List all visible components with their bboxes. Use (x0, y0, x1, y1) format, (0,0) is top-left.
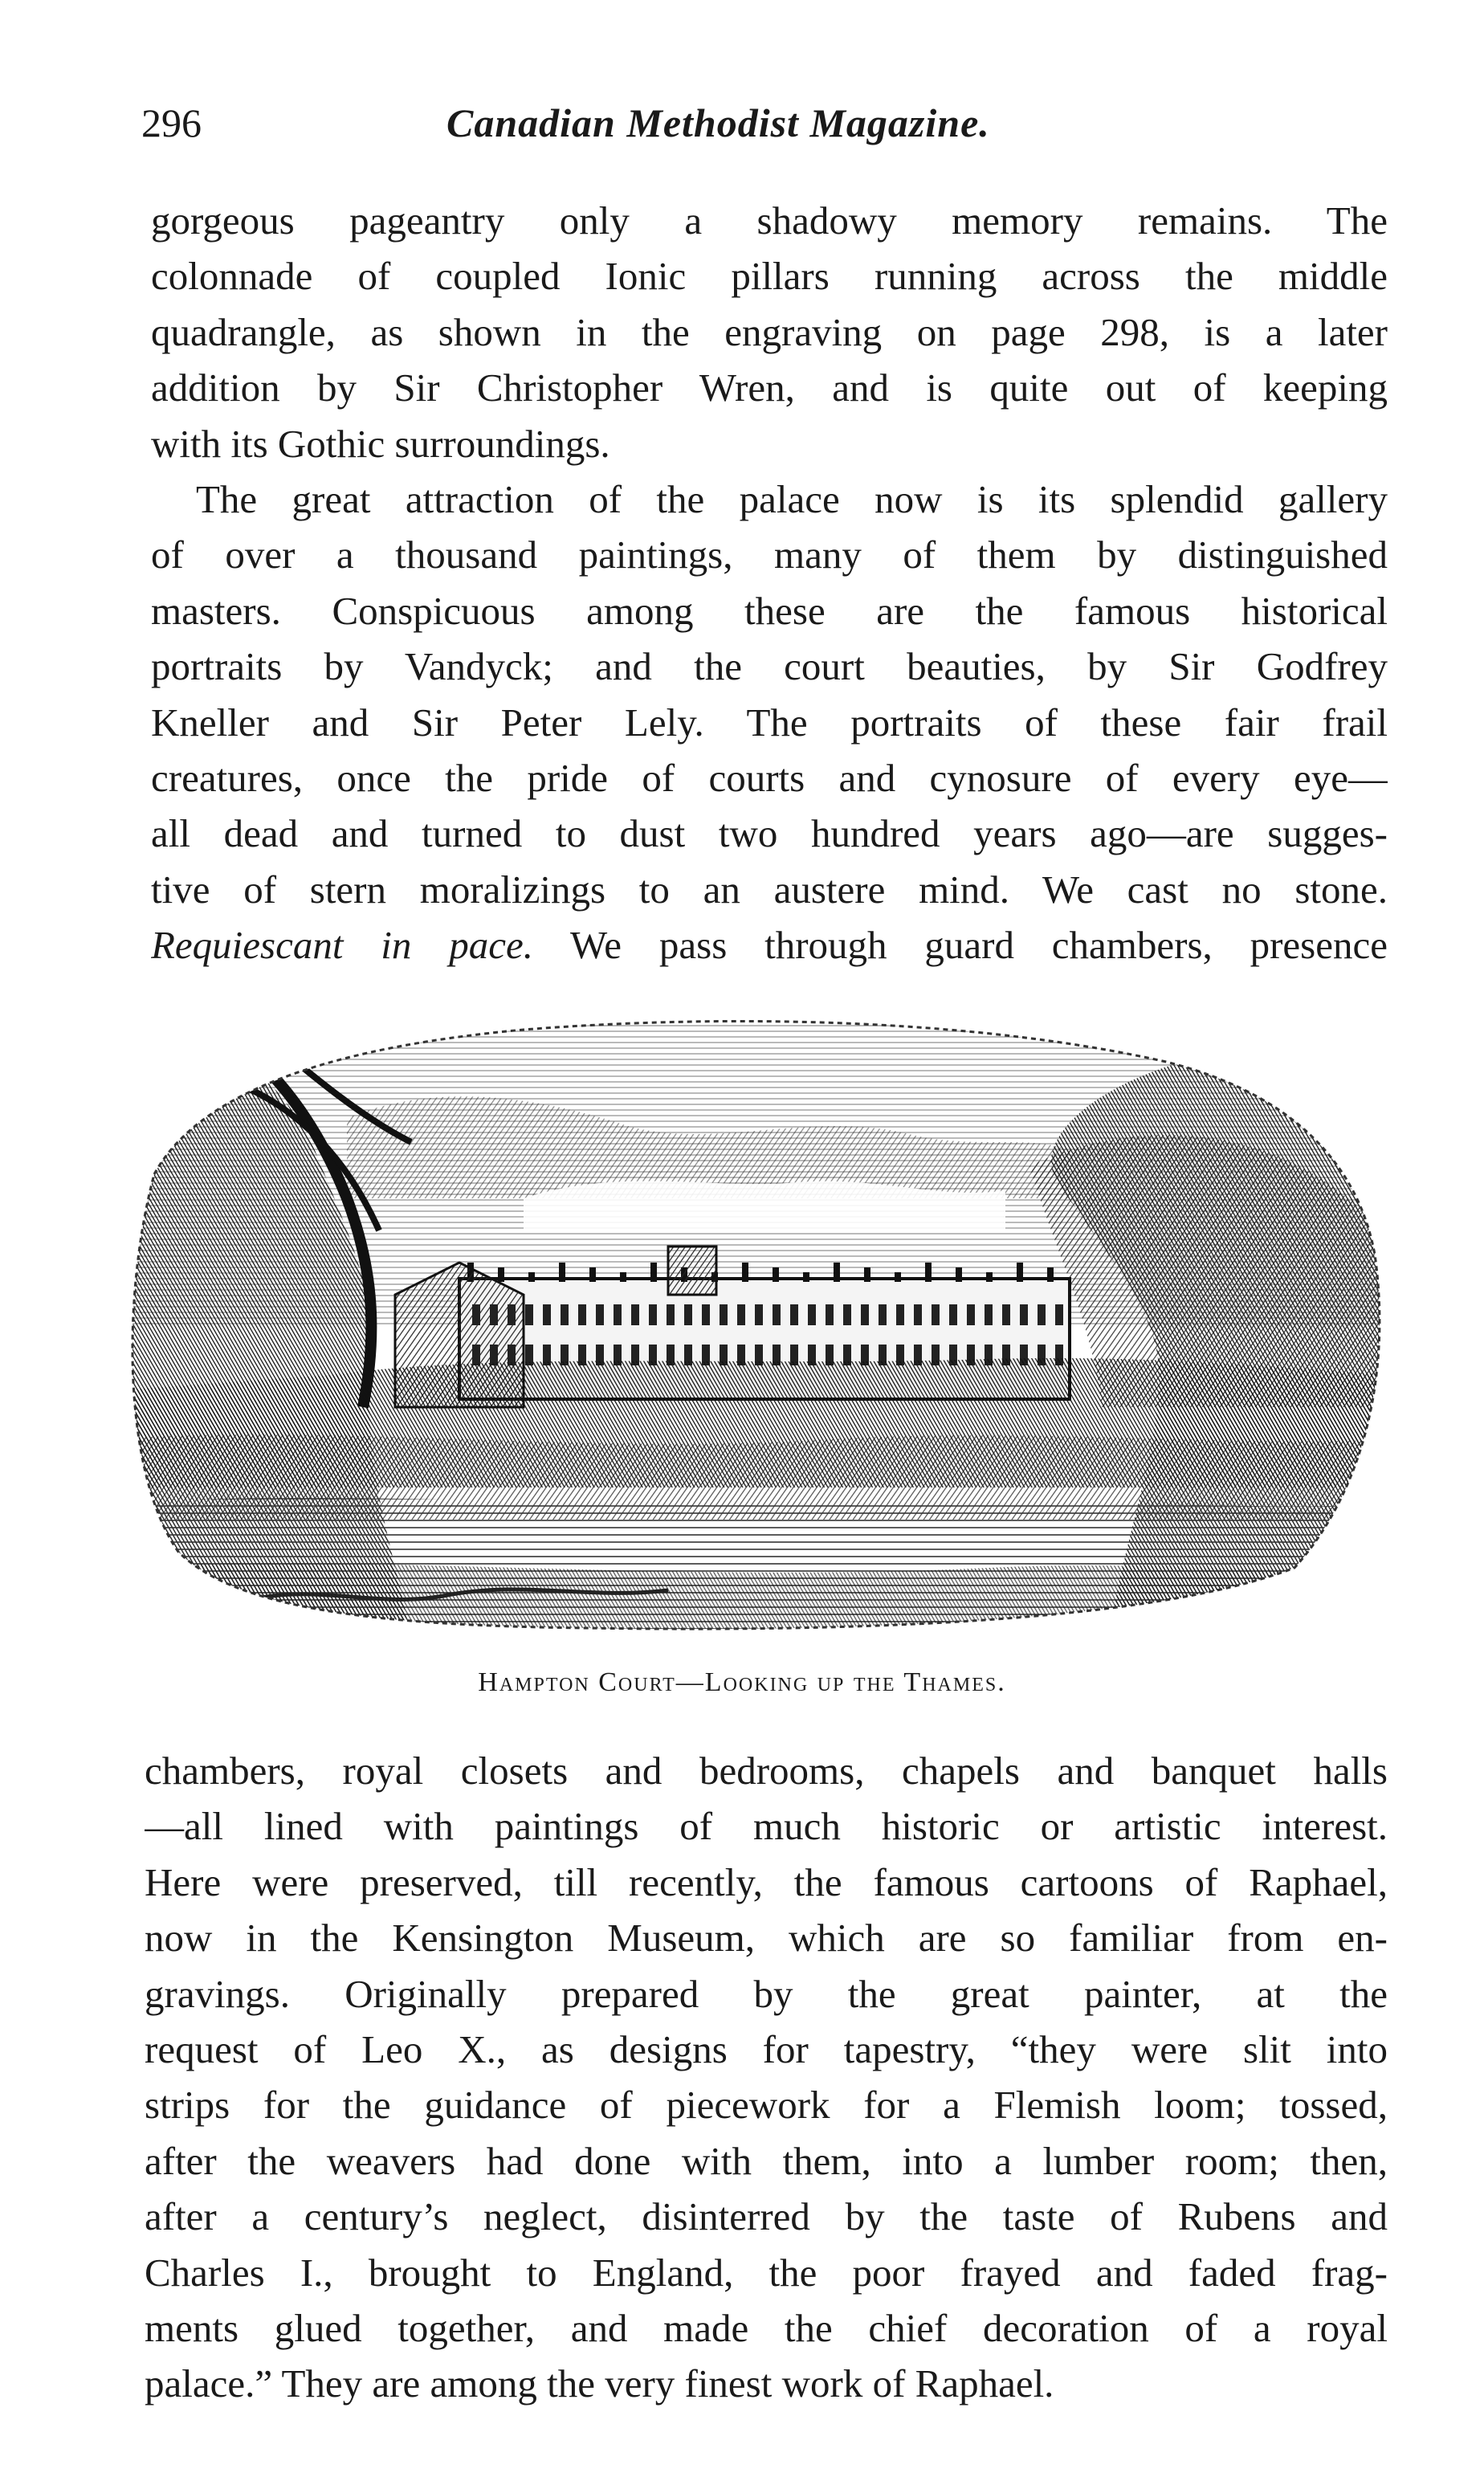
body-text-top (151, 193, 1388, 973)
text-line: creatures, once the pride of courts and cynosure of every eye— (151, 755, 1388, 800)
text-line: chambers, royal closets and bedrooms, chapels and banquet halls (145, 1749, 1388, 1793)
palace-window (1002, 1304, 1010, 1325)
palace-window (1038, 1304, 1046, 1325)
latin-phrase: Requiescant in pace. (151, 923, 534, 968)
text-line: gorgeous pageantry only a shadowy memory remains. The (151, 198, 1388, 243)
palace-chimney (620, 1272, 626, 1282)
palace-chimney (773, 1267, 779, 1282)
palace-chimney (803, 1272, 809, 1282)
text-line: of over a thousand paintings, many of them by distinguished (151, 533, 1388, 577)
palace-window (755, 1304, 763, 1325)
palace-window (543, 1304, 551, 1325)
text-line: now in the Kensington Museum, which are so familiar from en- (145, 1916, 1388, 1961)
text-line: Here were preserved, till recently, the famous cartoons of Raphael, (145, 1859, 1388, 1904)
palace-window (667, 1304, 675, 1325)
text-line: strips for the guidance of piecework for a Flemish loom; tossed, (145, 2083, 1388, 2128)
text-line (151, 917, 1388, 973)
text-fragment: We pass through guard chambers, presence (533, 923, 1388, 968)
text-line: ments glued together, and made the chief decoration of a royal (145, 2305, 1388, 2350)
palace-window (826, 1304, 834, 1325)
palace-window (596, 1304, 604, 1325)
palace-chimney (559, 1263, 565, 1282)
palace-window (684, 1304, 692, 1325)
palace-chimney (956, 1267, 962, 1282)
palace-chimney (498, 1267, 504, 1282)
palace-window (561, 1304, 569, 1325)
palace-window (525, 1304, 533, 1325)
palace-chimney (925, 1263, 932, 1282)
palace-window (843, 1304, 851, 1325)
palace-window (631, 1304, 639, 1325)
journal-title: Canadian Methodist Magazine. (446, 100, 990, 145)
palace-window (790, 1304, 798, 1325)
palace-chimney (986, 1272, 993, 1282)
text-line: after the weavers had done with them, into a lumber room; then, (145, 2138, 1388, 2183)
engraving-illustration (106, 990, 1391, 1640)
palace-window (932, 1304, 940, 1325)
text-line: portraits by Vandyck; and the court beauties, by Sir Godfrey (151, 644, 1388, 689)
text-line: after a century’s neglect, disinterred by the taste of Rubens and (145, 2194, 1388, 2239)
palace-chimney (589, 1267, 596, 1282)
palace-chimney (742, 1263, 748, 1282)
palace-window (614, 1304, 622, 1325)
body-text-bottom (145, 1743, 1388, 2412)
palace-chimney (650, 1263, 657, 1282)
palace-window (1055, 1304, 1063, 1325)
palace-window (737, 1304, 745, 1325)
page-number: 296 (141, 100, 202, 145)
text-line: Kneller and Sir Peter Lely. The portraits of these fair frail (151, 700, 1388, 745)
palace-window (702, 1304, 710, 1325)
palace-window (1020, 1304, 1028, 1325)
text-line: quadrangle, as shown in the engraving on page 298, is a later (151, 309, 1388, 354)
text-line: The great attraction of the palace now is its splendid gallery (196, 476, 1388, 521)
palace-window (808, 1304, 816, 1325)
text-line: with its Gothic surroundings. (151, 421, 610, 466)
figure-caption: Hampton Court—Looking up the Thames. (478, 1667, 1006, 1697)
palace-window (985, 1304, 993, 1325)
palace-window (949, 1304, 957, 1325)
palace-window (773, 1304, 781, 1325)
text-line: masters. Conspicuous among these are the famous historical (151, 588, 1388, 633)
text-line: all dead and turned to dust two hundred years ago—are sugges- (151, 811, 1388, 856)
palace-chimney (1047, 1267, 1054, 1282)
running-head (141, 95, 1386, 151)
palace-window (578, 1304, 586, 1325)
palace-window (649, 1304, 657, 1325)
palace-window (720, 1304, 728, 1325)
palace-chimney (834, 1263, 840, 1282)
text-line: request of Leo X., as designs for tapestry, “they were slit into (145, 2026, 1388, 2071)
text-line: Charles I., brought to England, the poor frayed and faded frag- (145, 2250, 1388, 2295)
text-line: tive of stern moralizings to an austere mind. We cast no stone. (151, 867, 1388, 912)
engraving-image (106, 990, 1391, 1640)
palace-window (861, 1304, 869, 1325)
text-line: gravings. Originally prepared by the great painter, at the (145, 1971, 1388, 2016)
palace-window (896, 1304, 904, 1325)
palace-chimney (864, 1267, 870, 1282)
palace-chimney (528, 1272, 535, 1282)
text-line: —all lined with paintings of much historic or artistic interest. (145, 1804, 1388, 1849)
text-line: addition by Sir Christopher Wren, and is quite out of keeping (151, 365, 1388, 410)
palace-chimney (1017, 1263, 1023, 1282)
palace-window (967, 1304, 975, 1325)
palace-window (914, 1304, 922, 1325)
palace-chimney (895, 1272, 901, 1282)
palace-window (879, 1304, 887, 1325)
text-line: colonnade of coupled Ionic pillars running across the middle (151, 254, 1388, 299)
engraving-scene (106, 990, 1391, 1640)
text-line: palace.” They are among the very finest work of Raphael. (145, 2361, 1054, 2406)
